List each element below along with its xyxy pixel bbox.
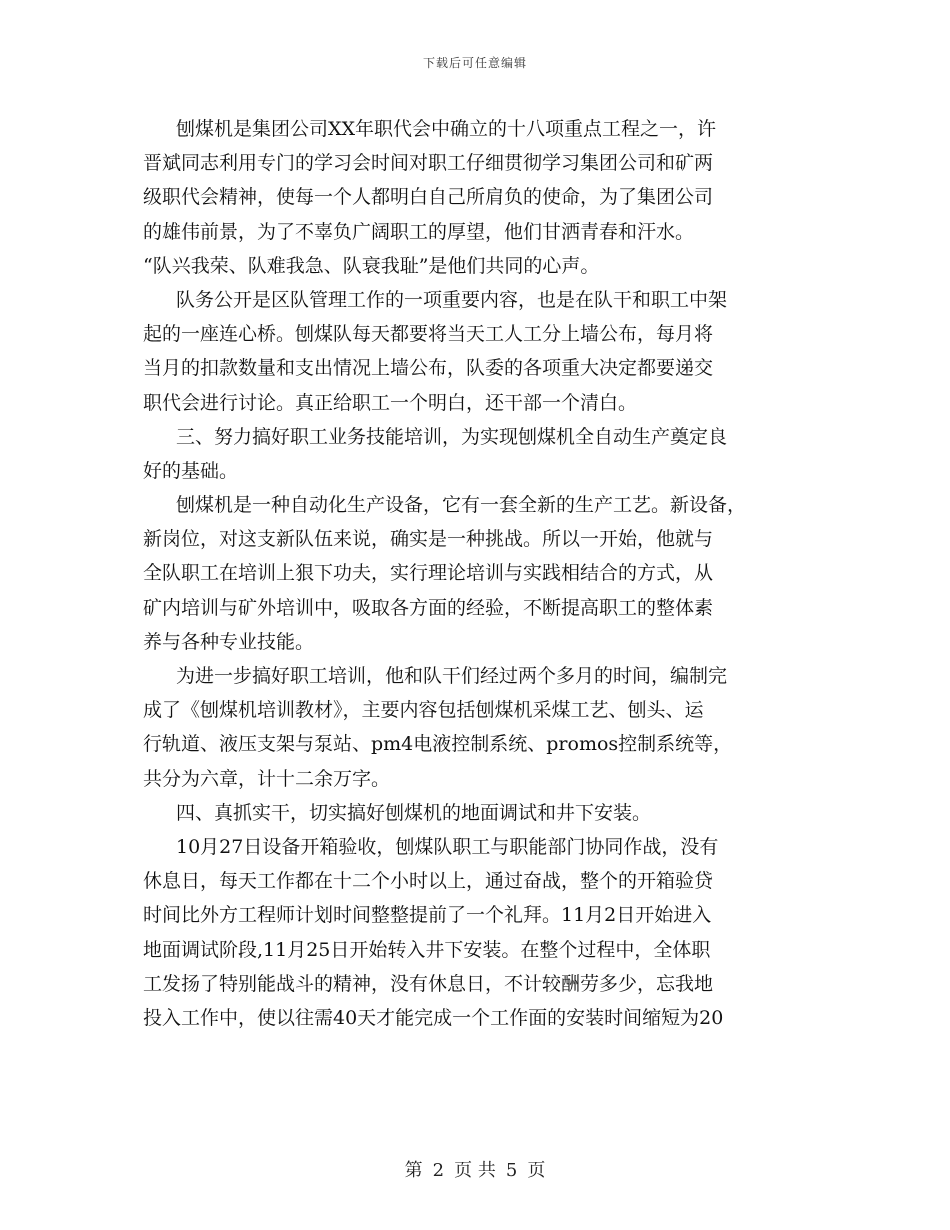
footer-suffix: 页 [527, 1160, 546, 1181]
line-text: 职代会进行讨论。真正给职工一个明白，还干部一个清白。 [143, 391, 638, 414]
line-text: 10月27日设备开箱验收，刨煤队职工与职能部门协同作战，没有 [176, 835, 719, 858]
page-number: 2 [432, 1160, 445, 1181]
line-text: “队兴我荣、队难我急、队衰我耻”是他们共同的心声。 [143, 254, 600, 277]
document-body [143, 112, 813, 1035]
text-line [143, 967, 813, 1001]
text-line [143, 898, 813, 932]
footer-prefix: 第 [404, 1160, 423, 1181]
line-text: 新岗位，对这支新队伍来说，确实是一种挑战。所以一开始，他就与 [143, 528, 714, 551]
line-text: 时间比外方工程师计划时间整整提前了一个礼拜。11月2日开始进入 [143, 904, 712, 927]
text-line [143, 386, 813, 420]
text-line [143, 215, 813, 249]
line-text: 行轨道、液压支架与泵站、pm4电液控制系统、promos控制系统等， [143, 733, 733, 756]
header-text: 下载后可任意编辑 [422, 56, 527, 70]
text-line [143, 420, 813, 454]
line-text: 共分为六章，计十二余万字。 [143, 767, 391, 790]
line-text: 刨煤机是集团公司XX年职代会中确立的十八项重点工程之一，许 [176, 118, 717, 140]
line-text: 全队职工在培训上狠下功夫，实行理论培训与实践相结合的方式，从 [143, 562, 714, 585]
page-header [0, 54, 950, 71]
line-text: 刨煤机是一种自动化生产设备，它有一套全新的生产工艺。新设备， [176, 494, 747, 517]
text-line [143, 693, 813, 727]
footer-middle: 页 共 [454, 1160, 496, 1181]
text-line [143, 454, 813, 488]
text-line [143, 727, 813, 761]
line-text: 队务公开是区队管理工作的一项重要内容，也是在队干和职工中架 [176, 288, 728, 311]
line-text: 投入工作中，使以往需40天才能完成一个工作面的安装时间缩短为20 [143, 1006, 724, 1029]
line-text: 为进一步搞好职工培训，他和队干们经过两个多月的时间，编制完 [176, 665, 728, 687]
text-line [143, 830, 813, 864]
text-line [143, 591, 813, 625]
line-text: 养与各种专业技能。 [143, 630, 315, 653]
text-line [143, 659, 813, 693]
text-line [143, 1001, 813, 1035]
line-text: 工发扬了特别能战斗的精神，没有休息日，不计较酬劳多少，忘我地 [143, 972, 714, 995]
line-text: 地面调试阶段,11月25日开始转入井下安装。在整个过程中，全体职 [143, 938, 711, 961]
text-line [143, 625, 813, 659]
line-text: 级职代会精神，使每一个人都明白自己所肩负的使命，为了集团公司 [143, 186, 714, 209]
line-text: 好的基础。 [143, 459, 239, 482]
line-text: 晋斌同志利用专门的学习会时间对职工仔细贯彻学习集团公司和矿两 [143, 152, 714, 175]
line-text: 矿内培训与矿外培训中，吸取各方面的经验，不断提高职工的整体素 [143, 596, 714, 619]
total-pages: 5 [505, 1160, 518, 1181]
line-text: 四、真抓实干，切实搞好刨煤机的地面调试和井下安装。 [176, 801, 652, 824]
text-line [143, 864, 813, 898]
text-line [143, 522, 813, 556]
line-text: 当月的扣款数量和支出情况上墙公布，队委的各项重大决定都要递交 [143, 357, 714, 380]
text-line [143, 146, 813, 180]
text-line [143, 283, 813, 317]
text-line [143, 933, 813, 967]
line-text: 成了《刨煤机培训教材》，主要内容包括刨煤机采煤工艺、刨头、运 [143, 699, 704, 722]
line-text: 起的一座连心桥。刨煤队每天都要将当天工人工分上墙公布，每月将 [143, 323, 714, 346]
page-footer [0, 1156, 950, 1182]
text-line [143, 488, 813, 522]
text-line [143, 762, 813, 796]
text-line [143, 112, 813, 146]
text-line [143, 351, 813, 385]
text-line [143, 180, 813, 214]
line-text: 休息日，每天工作都在十二个小时以上，通过奋战，整个的开箱验贷 [143, 870, 714, 893]
text-line [143, 556, 813, 590]
text-line [143, 796, 813, 830]
text-line [143, 317, 813, 351]
line-text: 的雄伟前景，为了不辜负广阔职工的厚望，他们甘洒青春和汗水。 [143, 220, 695, 243]
line-text: 三、努力搞好职工业务技能培训，为实现刨煤机全自动生产奠定良 [176, 425, 728, 448]
text-line [143, 249, 813, 283]
